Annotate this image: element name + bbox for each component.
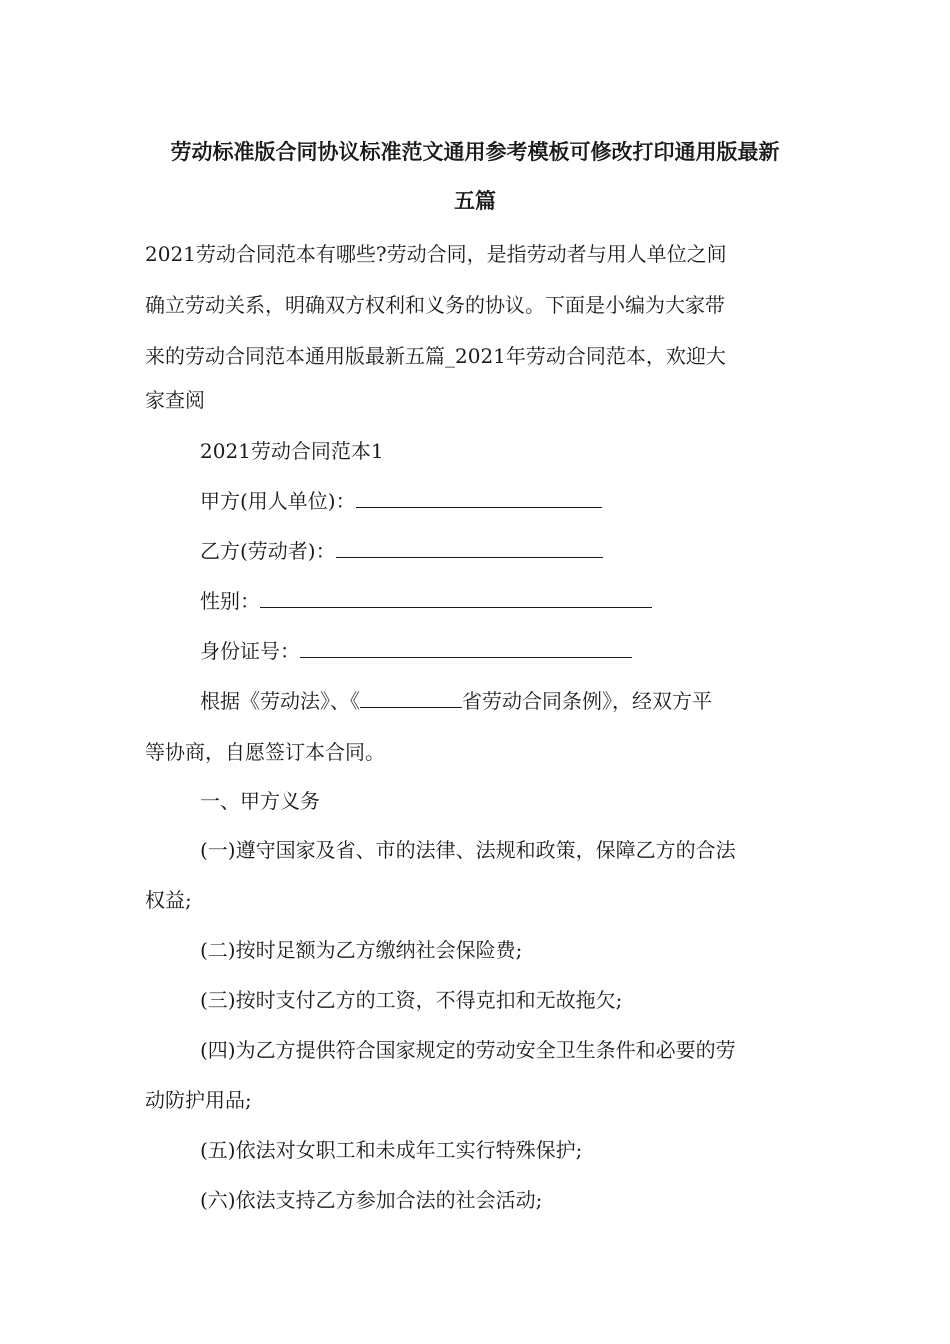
intro-line-3: 来的劳动合同范本通用版最新五篇_2021年劳动合同范本，欢迎大	[145, 344, 726, 368]
gender-field	[200, 587, 652, 615]
party-b-label: 乙方(劳动者)：	[200, 539, 336, 563]
basis-part-1: 根据《劳动法》、《	[200, 689, 360, 713]
intro-line-4: 家查阅	[145, 388, 205, 412]
party-b-blank	[336, 539, 603, 558]
heading-party-a-obligations: 一、甲方义务	[200, 789, 320, 813]
clause-1-line-1: (一)遵守国家及省、市的法律、法规和政策，保障乙方的合法	[200, 838, 736, 862]
document-title-line-1: 劳动标准版合同协议标准范文通用参考模板可修改打印通用版最新	[170, 140, 780, 164]
basis-part-2: 省劳动合同条例》，经双方平	[462, 689, 712, 713]
id-number-blank	[300, 639, 632, 658]
clause-5: (五)依法对女职工和未成年工实行特殊保护;	[200, 1138, 583, 1162]
gender-blank	[260, 589, 652, 608]
clause-2: (二)按时足额为乙方缴纳社会保险费;	[200, 938, 523, 962]
party-a-field	[200, 487, 602, 515]
party-a-label: 甲方(用人单位)：	[200, 489, 356, 513]
clause-4-line-1: (四)为乙方提供符合国家规定的劳动安全卫生条件和必要的劳	[200, 1038, 736, 1062]
clause-3: (三)按时支付乙方的工资，不得克扣和无故拖欠;	[200, 988, 623, 1012]
intro-line-1: 2021劳动合同范本有哪些?劳动合同，是指劳动者与用人单位之间	[145, 242, 727, 266]
gender-label: 性别：	[200, 589, 260, 613]
clause-6: (六)依法支持乙方参加合法的社会活动;	[200, 1188, 543, 1212]
section-title: 2021劳动合同范本1	[200, 439, 384, 463]
id-number-label: 身份证号：	[200, 639, 300, 663]
clause-1-line-2: 权益;	[145, 888, 192, 912]
party-b-field	[200, 537, 603, 565]
basis-line-2: 等协商，自愿签订本合同。	[145, 740, 385, 764]
intro-line-2: 确立劳动关系，明确双方权利和义务的协议。下面是小编为大家带	[145, 293, 725, 317]
party-a-blank	[356, 489, 602, 508]
clause-4-line-2: 动防护用品;	[145, 1088, 252, 1112]
id-number-field	[200, 637, 632, 665]
basis-line-1	[200, 687, 712, 715]
document-title-line-2: 五篇	[454, 189, 496, 213]
province-blank	[360, 689, 462, 708]
